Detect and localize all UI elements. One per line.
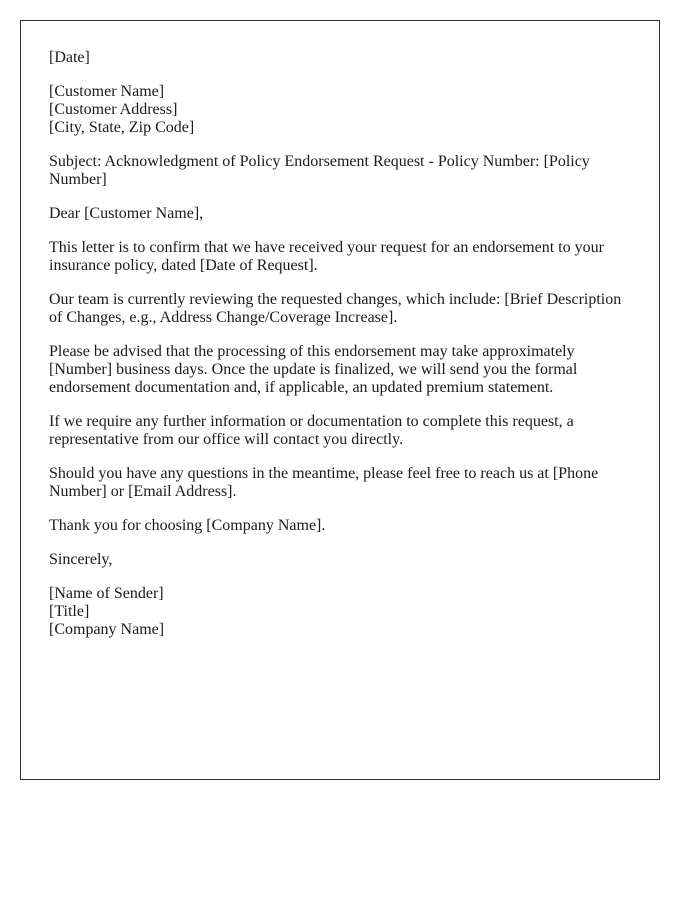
body-paragraph: This letter is to confirm that we have received your request for an endorsement to your insurance policy, dated [Date of Request].	[49, 239, 604, 274]
body-paragraph: Thank you for choosing [Company Name].	[49, 517, 326, 534]
recipient-address: [Customer Address]	[49, 101, 178, 118]
signature-block	[49, 585, 631, 639]
recipient-city-state-zip: [City, State, Zip Code]	[49, 119, 195, 136]
letter-closing: Sincerely,	[49, 551, 113, 568]
body-paragraph: Please be advised that the processing of this endorsement may take approximately [Number] business days. Once the update is finalized, we will send you the formal endorsement documentation and, if applicable, an updated premium statement.	[49, 343, 578, 396]
sender-name: [Name of Sender]	[49, 585, 164, 602]
letter-document	[20, 20, 660, 780]
recipient-block	[49, 83, 631, 137]
letter-date: [Date]	[49, 49, 90, 66]
sender-company: [Company Name]	[49, 621, 165, 638]
sender-title: [Title]	[49, 603, 90, 620]
body-paragraph: If we require any further information or documentation to complete this request, a representative from our office will contact you directly.	[49, 413, 574, 448]
recipient-name: [Customer Name]	[49, 83, 165, 100]
body-paragraph: Our team is currently reviewing the requested changes, which include: [Brief Description of Changes, e.g., Address Change/Coverage Increase].	[49, 291, 622, 326]
letter-salutation: Dear [Customer Name],	[49, 205, 204, 222]
body-paragraph: Should you have any questions in the meantime, please feel free to reach us at [Phone Number] or [Email Address].	[49, 465, 599, 500]
letter-subject: Subject: Acknowledgment of Policy Endorsement Request - Policy Number: [Policy Number]	[49, 153, 590, 188]
